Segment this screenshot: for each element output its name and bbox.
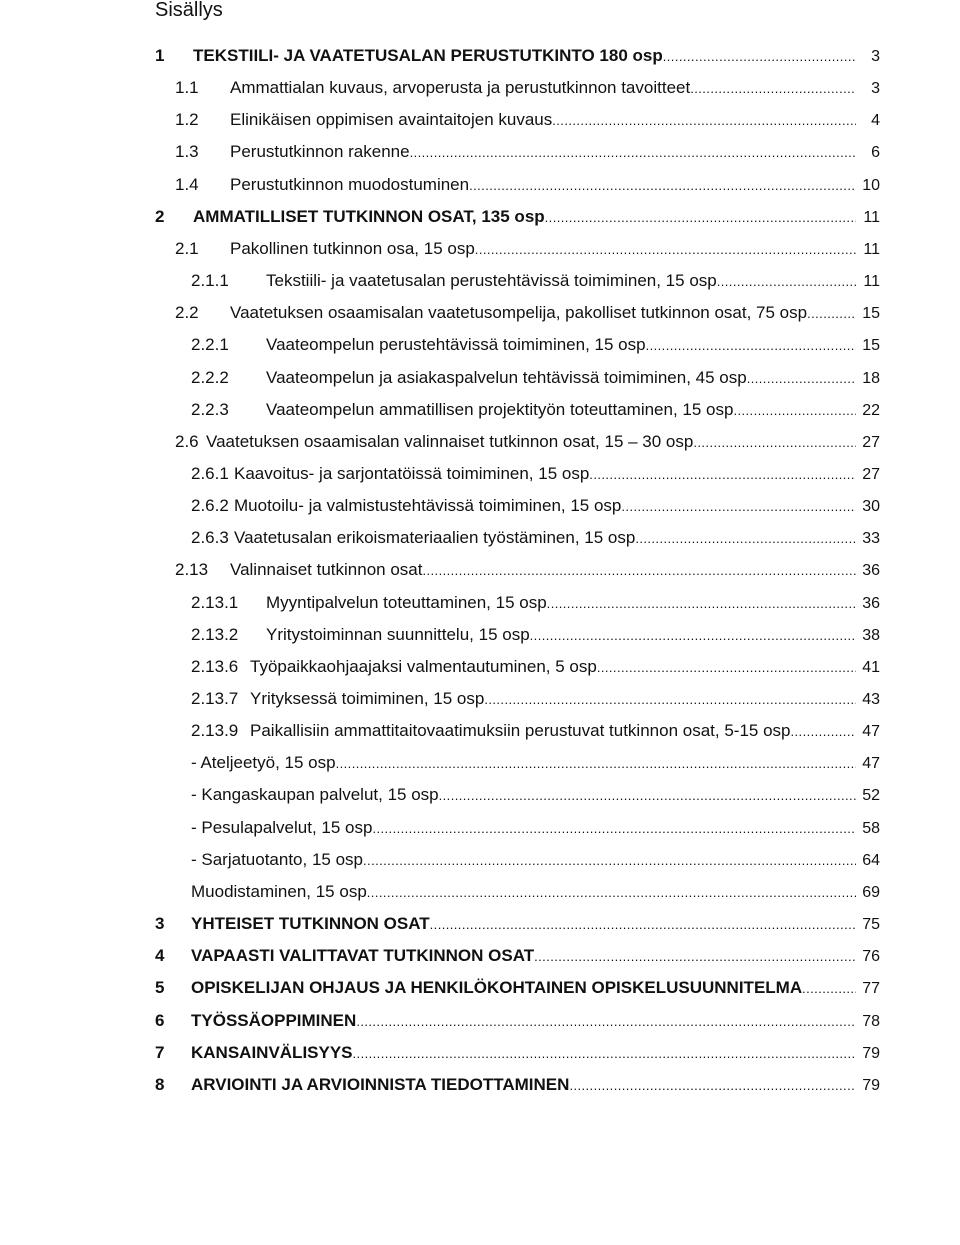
toc-entry-number: 8 bbox=[155, 1074, 165, 1094]
toc-entry-page: 64 bbox=[862, 851, 880, 869]
dot-leader bbox=[410, 137, 856, 169]
toc-entry-title: AMMATILLISET TUTKINNON OSAT, 135 osp bbox=[193, 206, 545, 226]
toc-entry-page: 38 bbox=[862, 626, 880, 644]
dot-leader bbox=[597, 652, 856, 684]
dot-leader bbox=[363, 845, 856, 877]
dot-leader bbox=[791, 716, 857, 748]
toc-entry-number: 2.2.3 bbox=[191, 399, 229, 419]
dot-leader bbox=[484, 684, 856, 716]
toc-entry-page: 43 bbox=[862, 691, 880, 708]
toc-entry-number: 2.13.7 bbox=[191, 689, 239, 708]
toc-entry-page: 76 bbox=[862, 948, 880, 966]
toc-entry-number: 2.6 bbox=[175, 431, 199, 451]
toc-entry[interactable] bbox=[0, 490, 960, 522]
toc-entry[interactable] bbox=[0, 876, 960, 908]
dot-leader bbox=[530, 620, 856, 652]
dot-leader bbox=[422, 555, 856, 587]
toc-entry-page: 52 bbox=[862, 787, 880, 805]
toc-entry-title: OPISKELIJAN OHJAUS JA HENKILÖKOHTAINEN OPISKELUSUUNNITELMA bbox=[191, 978, 803, 998]
toc-entry-number: 1.1 bbox=[175, 78, 199, 98]
toc-entry[interactable] bbox=[0, 362, 960, 394]
toc-entry-page: 78 bbox=[862, 1012, 880, 1030]
toc-entry-page: 30 bbox=[862, 498, 880, 516]
toc-entry-page: 75 bbox=[862, 916, 880, 934]
toc-entry[interactable] bbox=[0, 329, 960, 361]
toc-entry[interactable] bbox=[0, 908, 960, 940]
dot-leader bbox=[569, 1070, 856, 1102]
toc-entry[interactable] bbox=[0, 136, 960, 168]
dot-leader bbox=[646, 330, 856, 362]
toc-entry-title: Ammattialan kuvaus, arvoperusta ja perustutkinnon tavoitteet bbox=[230, 78, 691, 98]
dot-leader bbox=[356, 1006, 856, 1038]
toc-entry-page: 3 bbox=[871, 80, 880, 98]
dot-leader bbox=[439, 780, 856, 812]
toc-entry-title: Työpaikkaohjaajaksi valmentautuminen, 5 osp bbox=[250, 656, 597, 676]
toc-entry[interactable] bbox=[0, 104, 960, 136]
toc-entry-title: Vaateompelun perustehtävissä toimiminen, 15 osp bbox=[266, 335, 646, 355]
toc-entry[interactable] bbox=[0, 265, 960, 297]
toc-entry-number: 2.1 bbox=[175, 238, 199, 258]
toc-entry-page: 11 bbox=[863, 273, 880, 291]
toc-entry-title: Vaateompelun ammatillisen projektityön toteuttaminen, 15 osp bbox=[266, 399, 734, 419]
toc-entry[interactable] bbox=[0, 812, 960, 844]
toc-entry-page: 69 bbox=[862, 883, 880, 901]
dot-leader bbox=[469, 170, 856, 202]
toc-entry-title: - Sarjatuotanto, 15 osp bbox=[191, 849, 364, 869]
toc-entry[interactable] bbox=[0, 779, 960, 811]
dot-leader bbox=[747, 363, 856, 395]
dot-leader bbox=[430, 909, 856, 941]
toc-entry-title: TYÖSSÄOPPIMINEN bbox=[191, 1010, 357, 1030]
toc-entry-number: 2.1.1 bbox=[191, 271, 229, 291]
toc-entry-number: 2.2 bbox=[175, 303, 199, 323]
toc-entry[interactable] bbox=[0, 426, 960, 458]
dot-leader bbox=[663, 41, 856, 73]
toc-entry-title: Yritystoiminnan suunnittelu, 15 osp bbox=[266, 624, 530, 644]
dot-leader bbox=[635, 523, 856, 555]
toc-entry-title: Yrityksessä toimiminen, 15 osp bbox=[250, 689, 485, 708]
dot-leader bbox=[547, 588, 856, 620]
dot-leader bbox=[693, 427, 856, 459]
dot-leader bbox=[534, 941, 856, 973]
dot-leader bbox=[807, 298, 856, 330]
toc-entry-number: 1.2 bbox=[175, 110, 199, 130]
toc-entry-number: 2.13.9 bbox=[191, 721, 239, 741]
toc-entry-title: Vaatetusalan erikoismateriaalien työstäminen, 15 osp bbox=[234, 528, 636, 548]
dot-leader bbox=[552, 105, 856, 137]
toc-entry-page: 22 bbox=[862, 401, 880, 419]
toc-entry-number: 1 bbox=[155, 46, 165, 65]
toc-entry-title: Paikallisiin ammattitaitovaatimuksiin perustuvat tutkinnon osat, 5-15 osp bbox=[250, 721, 791, 741]
dot-leader bbox=[589, 459, 856, 491]
toc-entry-page: 11 bbox=[863, 208, 880, 226]
toc-entry-page: 41 bbox=[862, 658, 880, 676]
page-title: Sisällys bbox=[155, 0, 223, 21]
toc-entry-title: Muotoilu- ja valmistustehtävissä toimiminen, 15 osp bbox=[234, 496, 622, 516]
toc-entry-title: - Pesulapalvelut, 15 osp bbox=[191, 817, 373, 837]
toc-entry[interactable] bbox=[0, 715, 960, 747]
dot-leader bbox=[802, 973, 856, 1005]
toc-entry-title: KANSAINVÄLISYYS bbox=[191, 1042, 353, 1062]
toc-entry[interactable] bbox=[0, 619, 960, 651]
toc-entry[interactable] bbox=[0, 458, 960, 490]
toc-entry-page: 3 bbox=[871, 48, 880, 65]
toc-entry[interactable] bbox=[0, 554, 960, 586]
dot-leader bbox=[353, 1038, 856, 1070]
toc-entry[interactable] bbox=[0, 233, 960, 265]
toc-entry-page: 10 bbox=[862, 176, 880, 194]
toc-entry[interactable] bbox=[0, 522, 960, 554]
toc-entry[interactable] bbox=[0, 587, 960, 619]
toc-entry-number: 2.6.2 bbox=[191, 496, 229, 516]
toc-entry-title: Vaatetuksen osaamisalan valinnaiset tutkinnon osat, 15 – 30 osp bbox=[206, 431, 694, 451]
toc-entry-title: - Kangaskaupan palvelut, 15 osp bbox=[191, 785, 439, 805]
toc-entry-number: 2.6.3 bbox=[191, 528, 229, 548]
dot-leader bbox=[372, 813, 856, 845]
toc-entry[interactable] bbox=[0, 1005, 960, 1037]
toc-entry-number: 5 bbox=[155, 978, 165, 998]
toc-entry-title: Elinikäisen oppimisen avaintaitojen kuvaus bbox=[230, 110, 553, 130]
toc-entry-page: 79 bbox=[862, 1076, 880, 1094]
toc-entry[interactable] bbox=[0, 169, 960, 201]
toc-entry-title: Perustutkinnon rakenne bbox=[230, 142, 410, 162]
toc-entry[interactable] bbox=[0, 940, 960, 972]
toc-entry-title: ARVIOINTI JA ARVIOINNISTA TIEDOTTAMINEN bbox=[191, 1074, 570, 1094]
toc-entry-page: 15 bbox=[862, 305, 880, 323]
toc-entry-page: 47 bbox=[862, 755, 880, 773]
toc-entry[interactable] bbox=[0, 1069, 960, 1101]
toc-entry-page: 15 bbox=[862, 337, 880, 355]
toc-entry[interactable] bbox=[0, 72, 960, 104]
toc-entry-title: Perustutkinnon muodostuminen bbox=[230, 174, 470, 194]
toc-entry-title: Pakollinen tutkinnon osa, 15 osp bbox=[230, 238, 475, 258]
dot-leader bbox=[336, 748, 856, 780]
toc-entry-page: 18 bbox=[862, 369, 880, 387]
toc-entry-number: 7 bbox=[155, 1042, 165, 1062]
toc-entry[interactable] bbox=[0, 394, 960, 426]
toc-entry-title: VAPAASTI VALITTAVAT TUTKINNON OSAT bbox=[191, 946, 535, 966]
toc-entry-number: 1.3 bbox=[175, 142, 199, 162]
toc-entry-page: 27 bbox=[862, 433, 880, 451]
toc-entry-number: 2.2.1 bbox=[191, 335, 229, 355]
toc-entry-page: 6 bbox=[871, 144, 880, 162]
toc-entry[interactable] bbox=[0, 40, 960, 72]
toc-entry-page: 27 bbox=[862, 465, 880, 483]
toc-entry-page: 36 bbox=[862, 562, 880, 580]
toc-entry-page: 33 bbox=[862, 530, 880, 548]
dot-leader bbox=[367, 877, 856, 909]
toc-entry-title: Valinnaiset tutkinnon osat bbox=[230, 560, 423, 580]
dot-leader bbox=[475, 234, 856, 266]
dot-leader bbox=[621, 491, 856, 523]
toc-entry-title: - Ateljeetyö, 15 osp bbox=[191, 753, 336, 773]
toc-entry-number: 2.13 bbox=[175, 560, 209, 580]
toc-entry-title: Vaatetuksen osaamisalan vaatetusompelija, pakolliset tutkinnon osat, 75 osp bbox=[230, 303, 808, 323]
dot-leader bbox=[690, 73, 856, 105]
toc-entry-title: Myyntipalvelun toteuttaminen, 15 osp bbox=[266, 592, 547, 612]
toc-entry-page: 77 bbox=[862, 980, 880, 998]
dot-leader bbox=[733, 395, 856, 427]
toc-entry-title: YHTEISET TUTKINNON OSAT bbox=[191, 914, 430, 934]
toc-entry-number: 2.6.1 bbox=[191, 463, 229, 483]
dot-leader bbox=[545, 202, 856, 234]
toc-entry-number: 2.13.2 bbox=[191, 624, 239, 644]
toc-entry[interactable] bbox=[0, 1037, 960, 1069]
toc-entry-title: Muodistaminen, 15 osp bbox=[191, 881, 367, 901]
toc-entry-number: 4 bbox=[155, 946, 165, 966]
toc-entry-number: 2.2.2 bbox=[191, 367, 229, 387]
dot-leader bbox=[717, 266, 856, 298]
toc-entry-number: 6 bbox=[155, 1010, 165, 1030]
toc-entry[interactable] bbox=[0, 297, 960, 329]
toc-entry-number: 1.4 bbox=[175, 174, 199, 194]
toc-entry-title: Kaavoitus- ja sarjontatöissä toimiminen, 15 osp bbox=[234, 463, 590, 483]
toc-entry-page: 36 bbox=[862, 594, 880, 612]
toc-entry[interactable] bbox=[0, 844, 960, 876]
toc-entry-number: 3 bbox=[155, 914, 165, 934]
toc-entry[interactable] bbox=[0, 651, 960, 683]
toc-entry-number: 2.13.1 bbox=[191, 592, 239, 612]
toc-entry-title: TEKSTIILI- JA VAATETUSALAN PERUSTUTKINTO 180 osp bbox=[193, 46, 663, 65]
toc-entry-number: 2.13.6 bbox=[191, 656, 239, 676]
toc-entry[interactable] bbox=[0, 201, 960, 233]
toc-entry-page: 79 bbox=[862, 1044, 880, 1062]
toc-entry-title: Tekstiili- ja vaatetusalan perustehtävissä toimiminen, 15 osp bbox=[266, 271, 717, 291]
toc-entry-page: 4 bbox=[871, 112, 880, 130]
toc-entry-page: 47 bbox=[862, 723, 880, 741]
toc-entry-page: 11 bbox=[863, 240, 880, 258]
toc-entry-number: 2 bbox=[155, 206, 165, 226]
toc-entry[interactable] bbox=[0, 683, 960, 715]
toc-entry[interactable] bbox=[0, 972, 960, 1004]
toc-entry-title: Vaateompelun ja asiakaspalvelun tehtävissä toimiminen, 45 osp bbox=[266, 367, 747, 387]
toc-entry-page: 58 bbox=[862, 819, 880, 837]
toc-entry[interactable] bbox=[0, 747, 960, 779]
